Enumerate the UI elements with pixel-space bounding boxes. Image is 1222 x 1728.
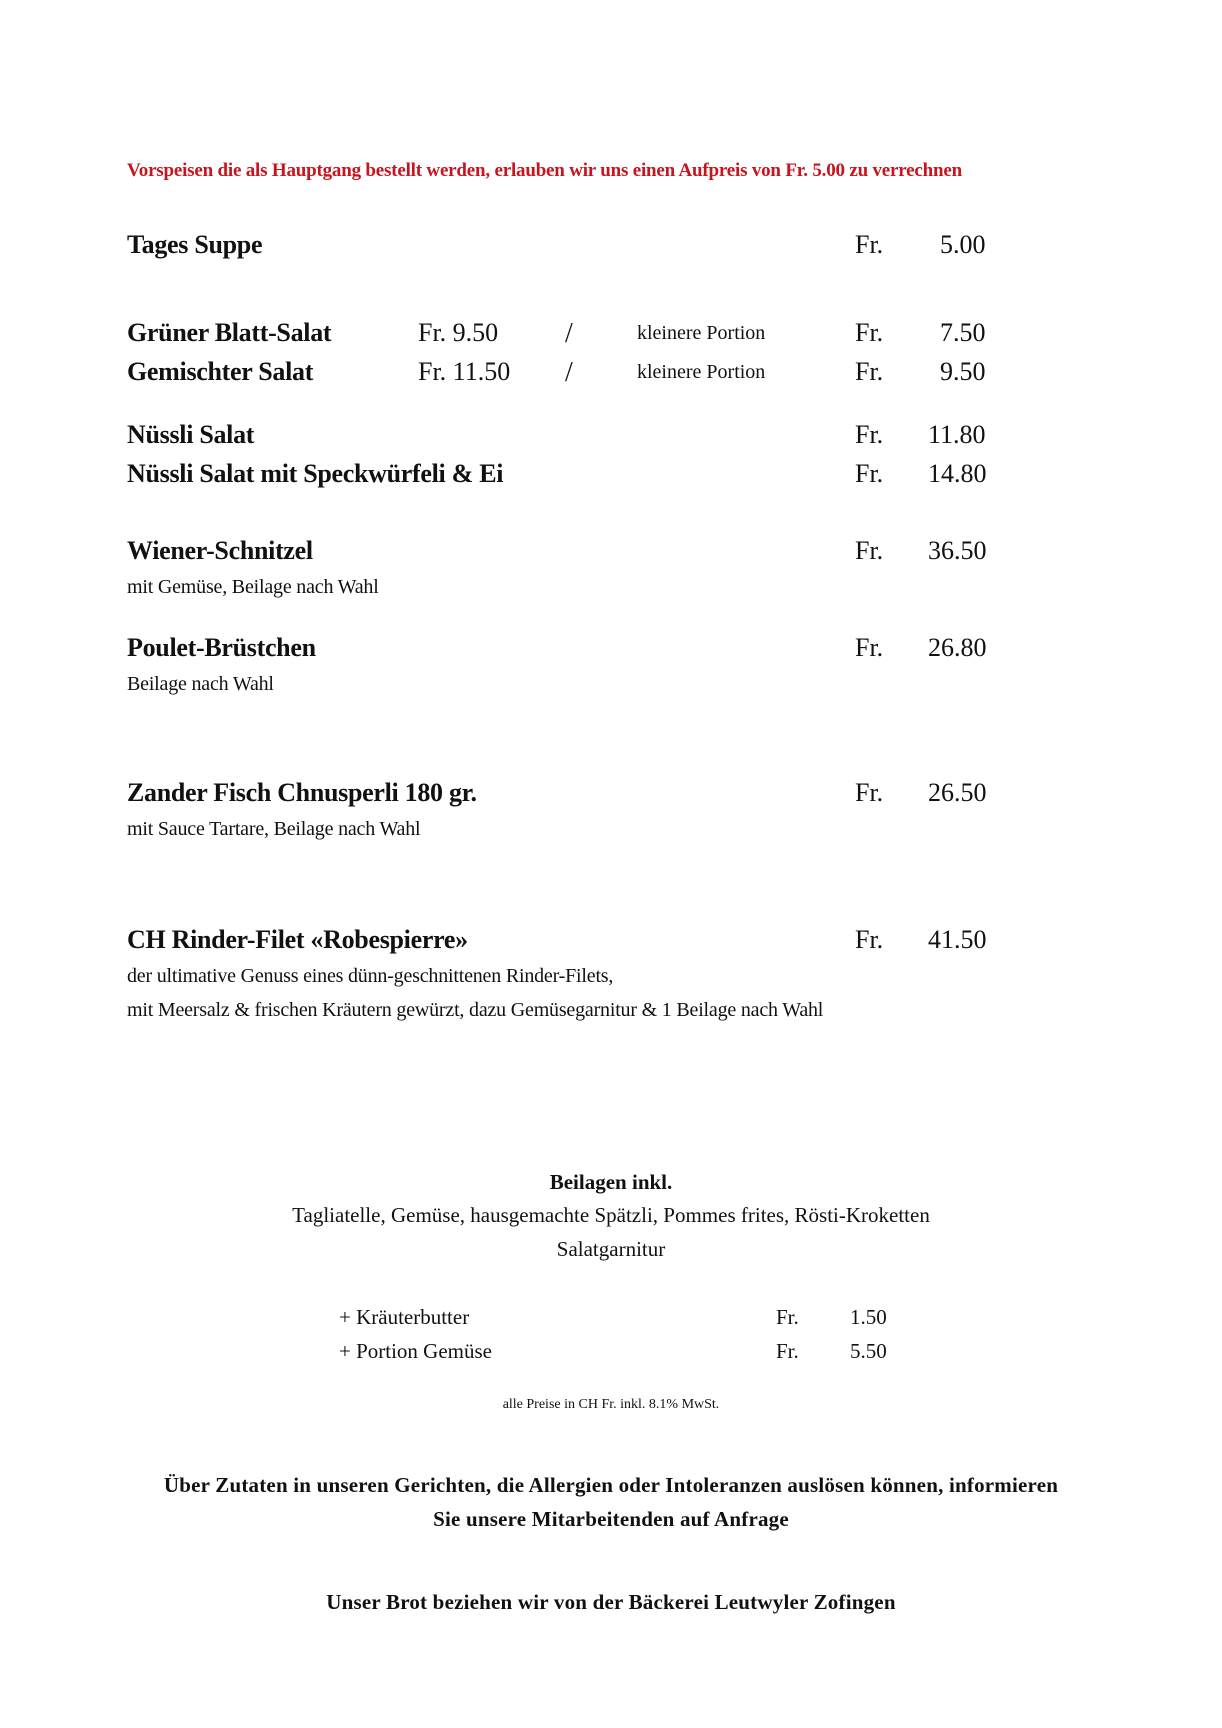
main-dish-name: Wiener-Schnitzel: [127, 536, 313, 565]
salad-price-large: Fr. 11.50: [418, 357, 511, 386]
vat-note: alle Preise in CH Fr. inkl. 8.1% MwSt.: [502, 1397, 720, 1412]
soup-currency: Fr.: [855, 230, 884, 259]
salad-separator: /: [565, 357, 573, 388]
main-dish-price: 26.50: [928, 778, 987, 807]
salad-price-large: Fr. 9.50: [418, 318, 499, 347]
salad-name: Gemischter Salat: [127, 357, 314, 386]
sides-list: Tagliatelle, Gemüse, hausgemachte Spätzli, Pommes frites, Rösti-Kroketten: [292, 1203, 930, 1227]
nuessli-price: 14.80: [928, 459, 987, 488]
nuessli-price: 11.80: [928, 420, 986, 449]
salad-small-label: kleinere Portion: [637, 322, 766, 344]
main-dish-name: Poulet-Brüstchen: [127, 633, 316, 662]
main-dish-description: mit Meersalz & frischen Kräutern gewürzt, dazu Gemüsegarnitur & 1 Beilage nach Wahl: [127, 999, 824, 1021]
soup-name: Tages Suppe: [127, 230, 263, 259]
extra-currency: Fr.: [776, 1339, 799, 1363]
nuessli-name: Nüssli Salat mit Speckwürfeli & Ei: [127, 459, 504, 488]
main-dish-price: 26.80: [928, 633, 987, 662]
extra-currency: Fr.: [776, 1305, 799, 1329]
surcharge-notice: Vorspeisen die als Hauptgang bestellt werden, erlauben wir uns einen Aufpreis von Fr. 5.00 zu verrechnen: [127, 160, 962, 181]
bread-note: Unser Brot beziehen wir von der Bäckerei Leutwyler Zofingen: [326, 1590, 896, 1614]
salad-currency: Fr.: [855, 318, 884, 347]
sides-list: Salatgarnitur: [556, 1237, 666, 1261]
nuessli-name: Nüssli Salat: [127, 420, 255, 449]
main-dish-name: CH Rinder-Filet «Robespierre»: [127, 925, 468, 954]
nuessli-currency: Fr.: [855, 459, 884, 488]
salad-currency: Fr.: [855, 357, 884, 386]
salad-separator: /: [565, 318, 573, 349]
salad-name: Grüner Blatt-Salat: [127, 318, 332, 347]
extra-price: 1.50: [850, 1305, 887, 1329]
extra-label: + Kräuterbutter: [339, 1305, 470, 1329]
main-dish-description: mit Gemüse, Beilage nach Wahl: [127, 576, 379, 598]
extra-price: 5.50: [850, 1339, 887, 1363]
soup-price: 5.00: [940, 230, 986, 259]
main-dish-description: mit Sauce Tartare, Beilage nach Wahl: [127, 818, 421, 840]
nuessli-currency: Fr.: [855, 420, 884, 449]
sides-title: Beilagen inkl.: [549, 1170, 673, 1194]
main-dish-price: 36.50: [928, 536, 987, 565]
allergy-note: Sie unsere Mitarbeitenden auf Anfrage: [433, 1507, 789, 1531]
salad-price-small: 9.50: [940, 357, 986, 386]
extra-label: + Portion Gemüse: [339, 1339, 492, 1363]
main-dish-description: der ultimative Genuss eines dünn-geschnittenen Rinder-Filets,: [127, 965, 614, 987]
main-dish-currency: Fr.: [855, 536, 884, 565]
main-dish-currency: Fr.: [855, 778, 884, 807]
allergy-note: Über Zutaten in unseren Gerichten, die Allergien oder Intoleranzen auslösen können, informieren: [163, 1473, 1059, 1497]
main-dish-currency: Fr.: [855, 925, 884, 954]
main-dish-description: Beilage nach Wahl: [127, 673, 274, 695]
salad-small-label: kleinere Portion: [637, 361, 766, 383]
main-dish-price: 41.50: [928, 925, 987, 954]
main-dish-currency: Fr.: [855, 633, 884, 662]
main-dish-name: Zander Fisch Chnusperli 180 gr.: [127, 778, 477, 807]
salad-price-small: 7.50: [940, 318, 986, 347]
